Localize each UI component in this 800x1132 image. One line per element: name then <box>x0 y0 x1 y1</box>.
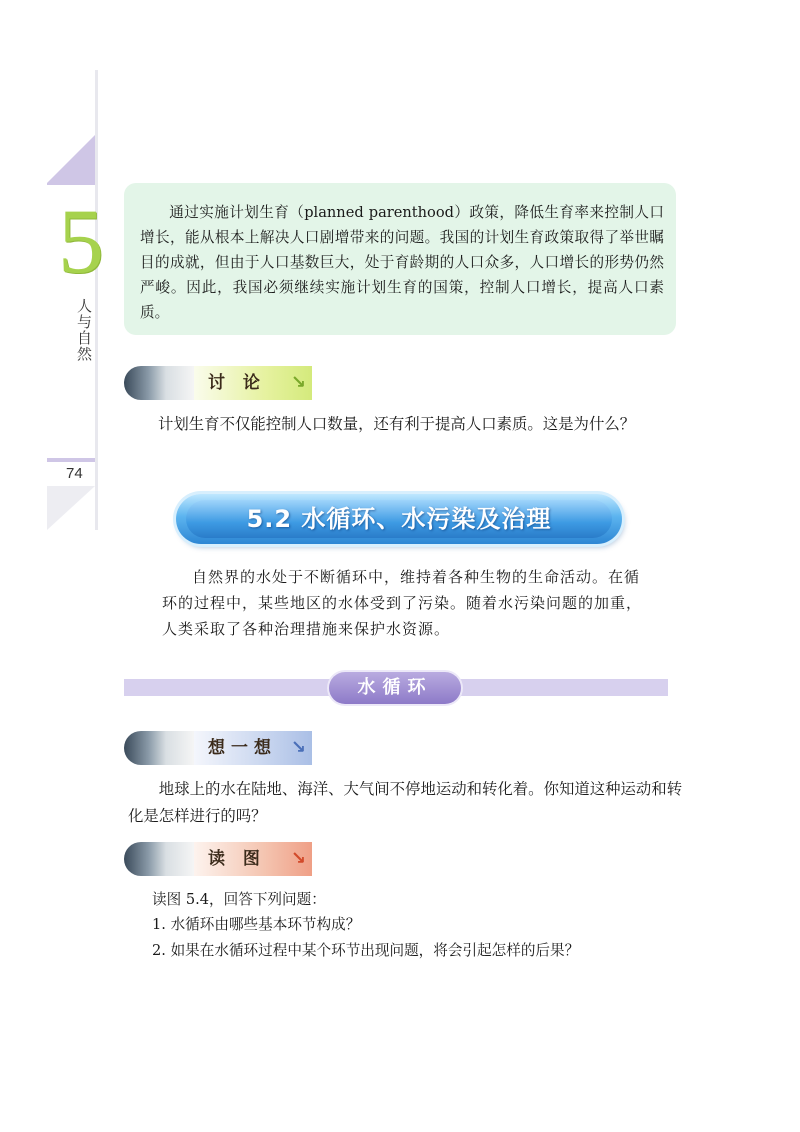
discussion-label-text: 讨 论 <box>208 373 266 393</box>
read-figure-prompt: 读图 5.4，回答下列问题： <box>152 891 326 908</box>
margin-triangle-base <box>47 183 95 185</box>
discussion-label <box>194 366 312 400</box>
read-figure-label-text: 读 图 <box>208 849 266 869</box>
subsection-title: 水循环 <box>329 672 461 704</box>
chapter-number: 5 <box>58 190 104 292</box>
section-title: 5.2 水循环、水污染及治理 <box>246 505 552 533</box>
read-figure-photo <box>124 842 194 876</box>
think-label <box>194 731 312 765</box>
think-label-text: 想一想 <box>208 738 277 758</box>
read-figure-tab <box>124 842 312 876</box>
think-photo <box>124 731 194 765</box>
read-figure-question: 2. 如果在水循环过程中某个环节出现问题，将会引起怎样的后果？ <box>152 942 580 959</box>
arrow-down-right-icon: ↘ <box>290 737 306 758</box>
highlight-box-text: 通过实施计划生育（planned parenthood）政策，降低生育率来控制人口增长，能从根本上解决人口剧增带来的问题。我国的计划生育政策取得了举世瞩目的成就，但由于人口基数巨大，处于育龄期的人口众多，人口增长的形势仍然严峻。因此，我国必须继续实施计划生育的国策，控制人口增长，提高人口素质。 <box>140 204 664 321</box>
chapter-title: 人与自然 <box>75 298 93 362</box>
page-number: 74 <box>66 465 83 482</box>
discussion-question: 计划生育不仅能控制人口数量，还有利于提高人口素质。这是为什么？ <box>158 415 636 433</box>
discussion-photo <box>124 366 194 400</box>
arrow-down-right-icon: ↘ <box>290 848 306 869</box>
section-intro: 自然界的水处于不断循环中，维持着各种生物的生命活动。在循环的过程中，某些地区的水体受到了污染。随着水污染问题的加重，人类采取了各种治理措施来保护水资源。 <box>162 568 643 638</box>
margin-triangle-decoration <box>47 135 95 183</box>
think-tab <box>124 731 312 765</box>
read-figure-question: 1. 水循环由哪些基本环节构成？ <box>152 916 361 933</box>
margin-rule <box>95 70 98 530</box>
think-text: 地球上的水在陆地、海洋、大气间不停地运动和转化着。你知道这种运动和转化是怎样进行的吗？ <box>128 780 683 825</box>
read-figure-label <box>194 842 312 876</box>
arrow-down-right-icon: ↘ <box>290 372 306 393</box>
section-heading <box>176 494 622 544</box>
page-number-bar <box>47 458 95 462</box>
discussion-tab <box>124 366 312 400</box>
page-corner-decoration <box>47 486 95 530</box>
